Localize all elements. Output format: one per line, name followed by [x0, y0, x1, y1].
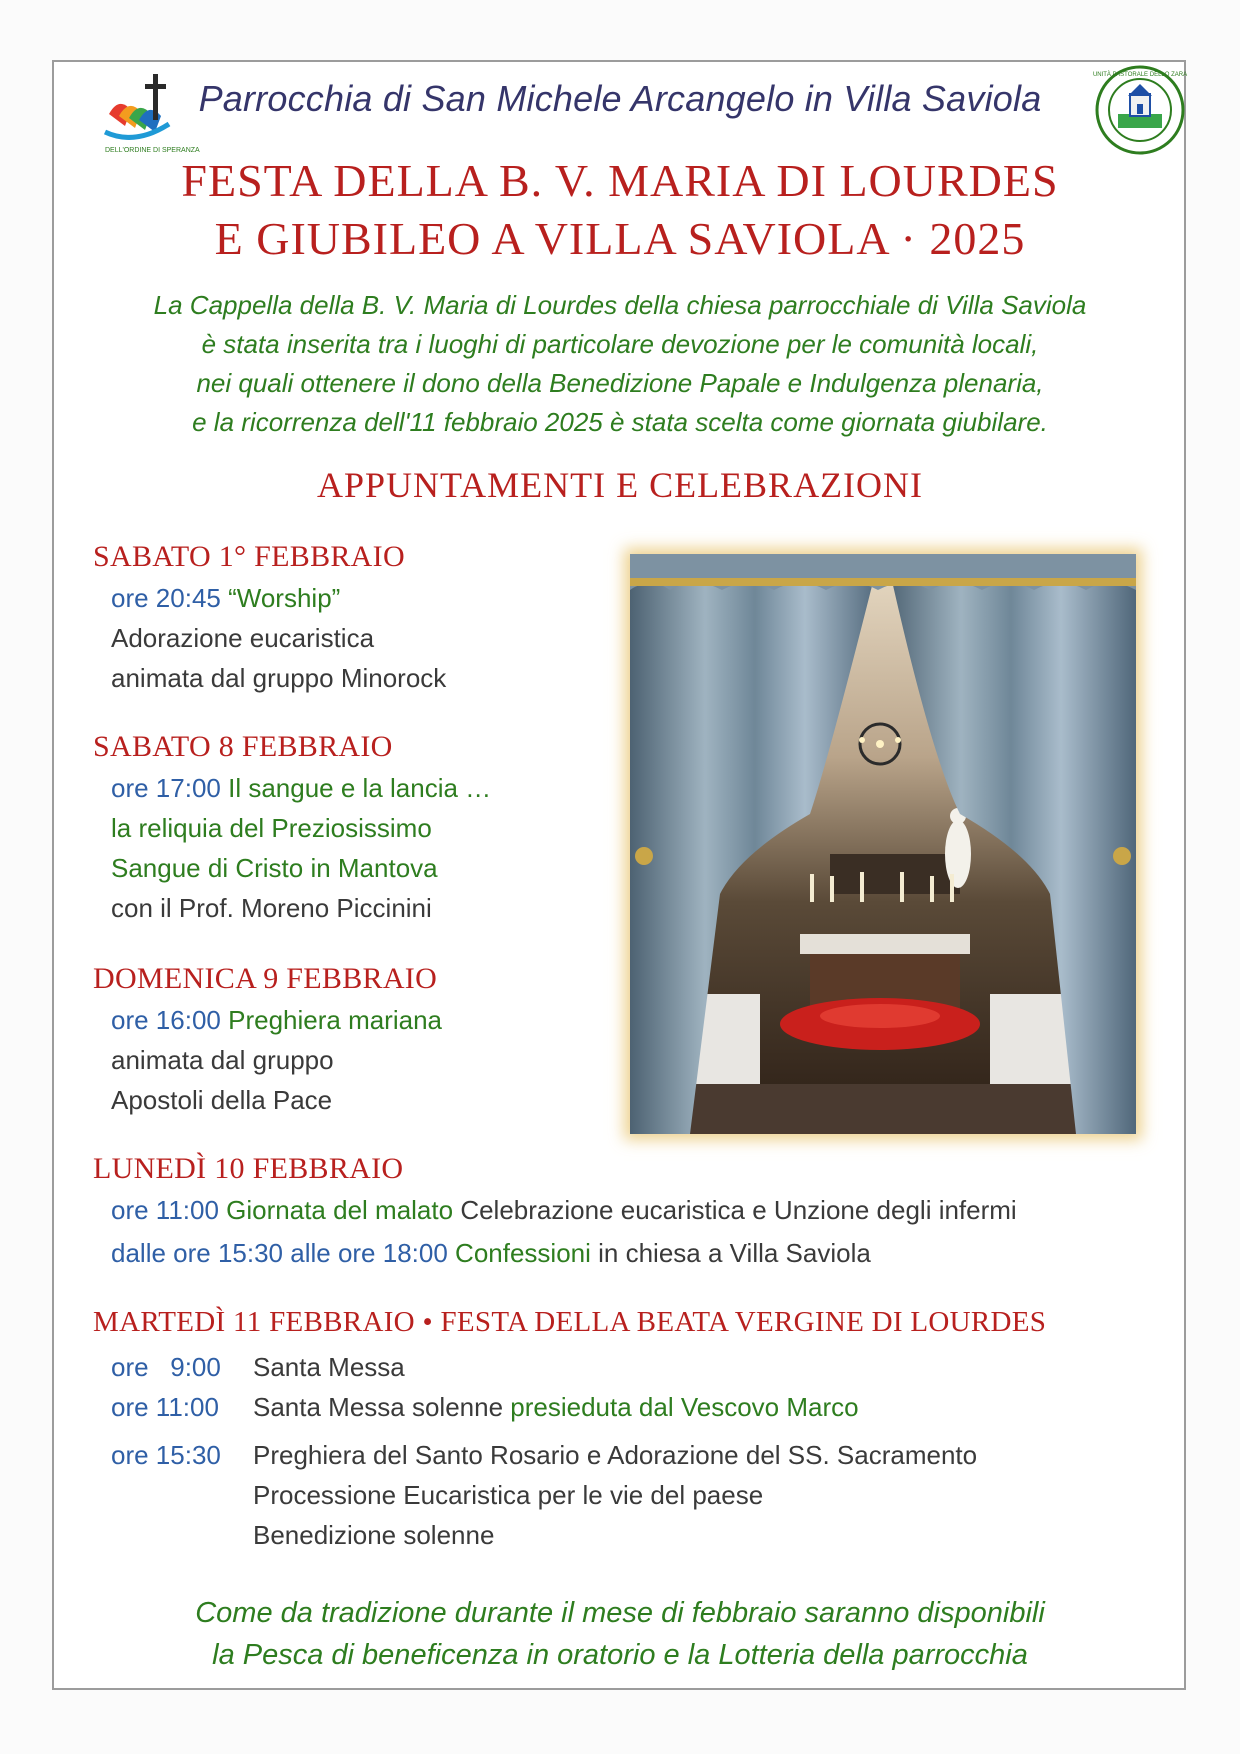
- event-title: Preghiera mariana: [228, 1005, 442, 1035]
- event-description: Santa Messa solenne: [253, 1392, 504, 1422]
- section-heading: APPUNTAMENTI E CELEBRAZIONI: [316, 465, 924, 505]
- event-title-continued: Sangue di Cristo in Mantova: [111, 853, 438, 883]
- event-title-continued: la reliquia del Preziosissimo: [111, 813, 432, 843]
- day-heading: SABATO 1° FEBBRAIO: [93, 540, 405, 573]
- event-time: dalle ore 15:30 alle ore 18:00: [111, 1238, 448, 1268]
- event-title: presieduta dal Vescovo Marco: [510, 1392, 859, 1422]
- chapel-photo: [630, 554, 1136, 1134]
- event-line: [111, 1238, 871, 1269]
- event-time: ore 16:00: [111, 1005, 221, 1035]
- event-line: [111, 1352, 405, 1383]
- event-description: Benedizione solenne: [253, 1520, 495, 1550]
- event-description: Apostoli della Pace: [111, 1085, 333, 1115]
- event-title: “Worship”: [228, 583, 341, 613]
- event-line: [111, 1005, 442, 1036]
- intro-line: nei quali ottenere il dono della Benedizione Papale e Indulgenza plenaria,: [196, 368, 1044, 398]
- event-title: Giornata del malato: [226, 1195, 454, 1225]
- event-title: Il sangue e la lancia …: [228, 773, 492, 803]
- closing-line: la Pesca di beneficenza in oratorio e la Lotteria della parrocchia: [212, 1639, 1028, 1671]
- title-line-1: FESTA DELLA B. V. MARIA DI LOURDES: [181, 155, 1059, 206]
- day-heading: LUNEDÌ 10 FEBBRAIO: [93, 1152, 404, 1185]
- event-time: ore 15:30: [111, 1440, 221, 1470]
- event-description: Preghiera del Santo Rosario e Adorazione del SS. Sacramento: [253, 1440, 978, 1470]
- right-logo-text: UNITÀ PASTORALE DELLO ZARA: [1092, 72, 1188, 78]
- event-time: ore 20:45: [111, 583, 221, 613]
- intro-line: è stata inserita tra i luoghi di particolare devozione per le comunità locali,: [201, 329, 1039, 359]
- left-logo-text: DELL'ORDINE DI SPERANZA: [105, 147, 200, 154]
- event-description: Celebrazione eucaristica e Unzione degli infermi: [460, 1195, 1017, 1225]
- day-heading: SABATO 8 FEBBRAIO: [93, 730, 393, 763]
- intro-line: La Cappella della B. V. Maria di Lourdes della chiesa parrocchiale di Villa Saviola: [153, 290, 1087, 320]
- event-description: Santa Messa: [253, 1352, 405, 1382]
- event-description: in chiesa a Villa Saviola: [598, 1238, 871, 1268]
- event-line: [111, 583, 340, 614]
- title-line-2: E GIUBILEO A VILLA SAVIOLA · 2025: [214, 213, 1026, 264]
- event-description: con il Prof. Moreno Piccinini: [111, 893, 432, 923]
- event-description: Processione Eucaristica per le vie del paese: [253, 1480, 764, 1510]
- event-line: [111, 773, 491, 804]
- event-time: ore 9:00: [111, 1352, 221, 1382]
- event-line: [111, 1440, 977, 1471]
- day-heading: MARTEDÌ 11 FEBBRAIO • FESTA DELLA BEATA VERGINE DI LOURDES: [93, 1306, 1047, 1338]
- event-time: ore 17:00: [111, 773, 221, 803]
- day-heading: DOMENICA 9 FEBBRAIO: [93, 962, 438, 995]
- event-time: ore 11:00: [111, 1195, 219, 1225]
- closing-note: [0, 1592, 1240, 1676]
- parish-name: Parrocchia di San Michele Arcangelo in Villa Saviola: [198, 78, 1042, 119]
- intro-paragraph: [0, 286, 1240, 442]
- event-description: Adorazione eucaristica: [111, 623, 375, 653]
- event-time: ore 11:00: [111, 1392, 219, 1422]
- event-title: Confessioni: [455, 1238, 591, 1268]
- intro-line: e la ricorrenza dell'11 febbraio 2025 è stata scelta come giornata giubilare.: [192, 407, 1048, 437]
- event-description: animata dal gruppo Minorock: [111, 663, 447, 693]
- event-line: [111, 1195, 1017, 1226]
- event-line: [111, 1392, 859, 1423]
- event-description: animata dal gruppo: [111, 1045, 334, 1075]
- closing-line: Come da tradizione durante il mese di febbraio saranno disponibili: [195, 1597, 1045, 1629]
